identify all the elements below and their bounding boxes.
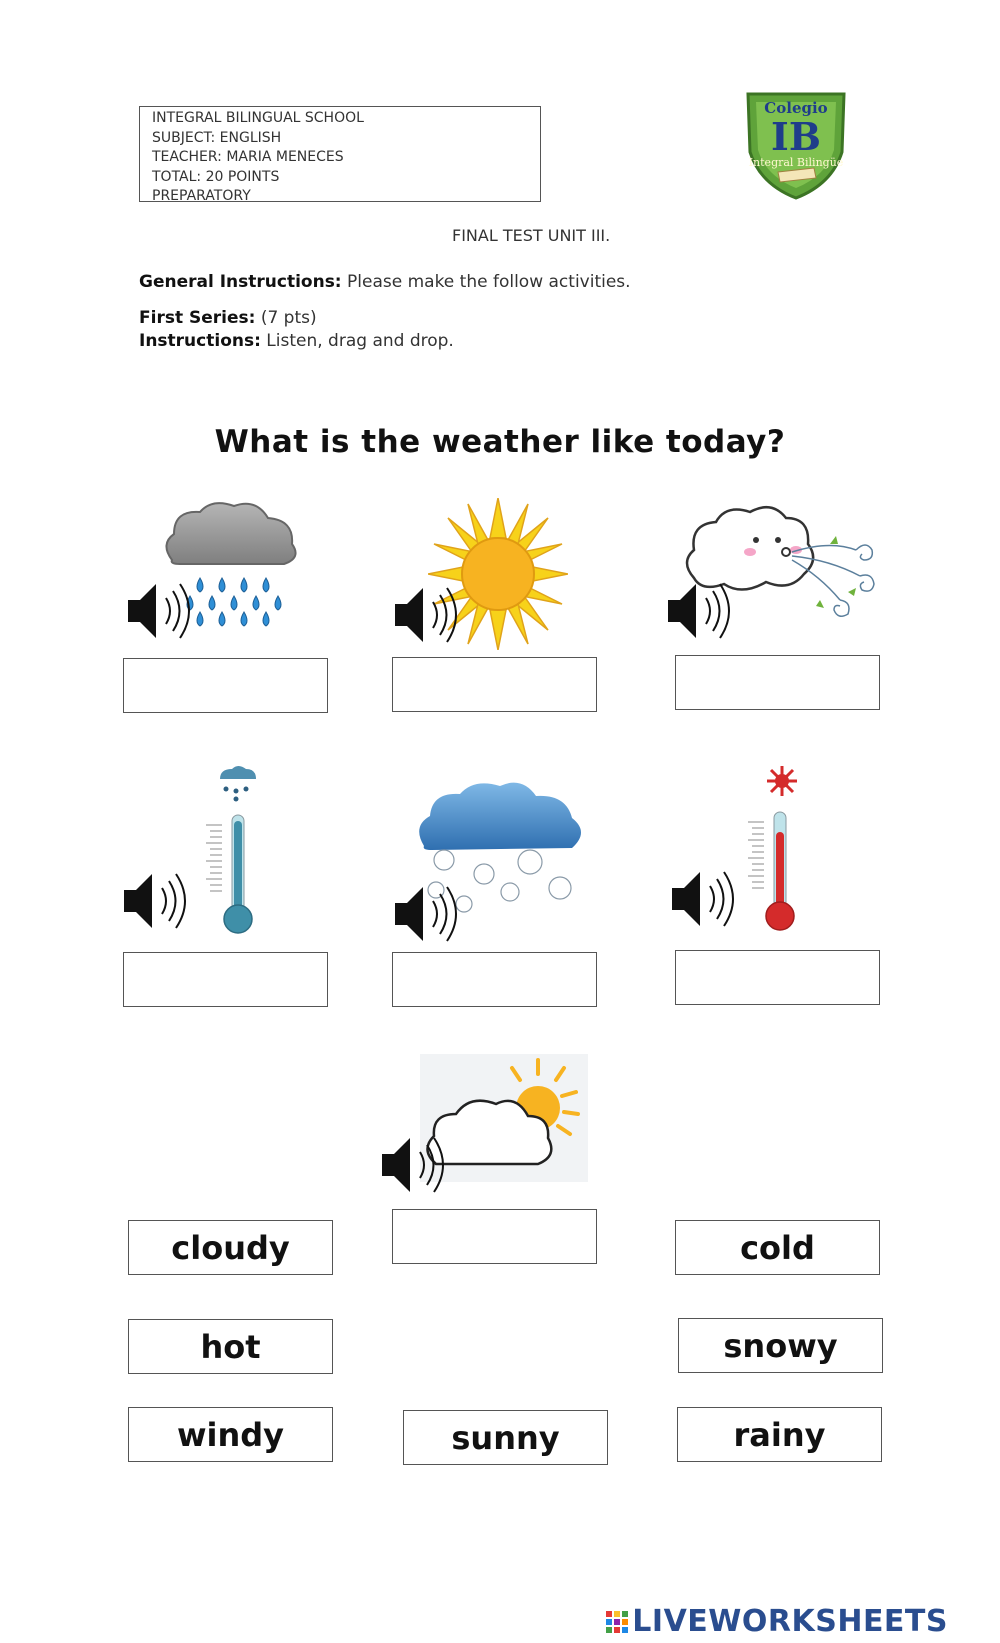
school-name: INTEGRAL BILINGUAL SCHOOL <box>152 110 364 126</box>
svg-text:Integral Bilingüe: Integral Bilingüe <box>748 156 844 169</box>
first-series <box>139 308 317 328</box>
drop-box[interactable] <box>123 658 328 713</box>
total-points-line: TOTAL: 20 POINTS <box>152 168 280 185</box>
drop-box[interactable] <box>675 950 880 1005</box>
cold-thermometer-icon <box>200 765 270 937</box>
word-card-snowy[interactable]: snowy <box>678 1318 883 1373</box>
speaker-button[interactable] <box>122 870 200 932</box>
word-card-hot[interactable]: hot <box>128 1319 333 1374</box>
svg-text:Colegio: Colegio <box>764 99 828 117</box>
drop-box[interactable] <box>392 657 597 712</box>
brand-grid-icon <box>606 1606 628 1628</box>
grade-line: PREPARATORY <box>152 188 251 204</box>
speaker-button[interactable] <box>393 584 471 646</box>
svg-text:IB: IB <box>771 114 821 159</box>
drop-box[interactable] <box>392 1209 597 1264</box>
drop-box[interactable] <box>392 952 597 1007</box>
word-card-cloudy[interactable]: cloudy <box>128 1220 333 1275</box>
first-series-points: (7 pts) <box>260 308 317 328</box>
hot-thermometer-icon <box>742 762 812 934</box>
drop-box[interactable] <box>675 655 880 710</box>
speaker-button[interactable] <box>393 883 471 945</box>
speaker-button[interactable] <box>666 580 744 642</box>
word-card-sunny[interactable]: sunny <box>403 1410 608 1465</box>
word-card-rainy[interactable]: rainy <box>677 1407 882 1462</box>
speaker-button[interactable] <box>126 580 204 642</box>
instructions-label: Instructions: <box>139 331 261 351</box>
school-info-box <box>139 106 541 202</box>
general-instructions-label: General Instructions: <box>139 272 342 292</box>
school-logo <box>744 88 848 200</box>
instructions <box>139 331 454 351</box>
word-card-windy[interactable]: windy <box>128 1407 333 1462</box>
word-card-cold[interactable]: cold <box>675 1220 880 1275</box>
first-series-label: First Series: <box>139 308 256 328</box>
speaker-button[interactable] <box>380 1134 458 1196</box>
teacher-line: TEACHER: MARIA MENECES <box>152 149 344 165</box>
speaker-button[interactable] <box>670 868 748 930</box>
instructions-text: Listen, drag and drop. <box>266 331 454 351</box>
general-instructions-text: Please make the follow activities. <box>347 272 631 292</box>
general-instructions <box>139 272 631 292</box>
drop-box[interactable] <box>123 952 328 1007</box>
liveworksheets-brand[interactable] <box>606 1604 948 1639</box>
brand-text: LIVEWORKSHEETS <box>632 1604 948 1639</box>
question-heading: What is the weather like today? <box>214 424 786 460</box>
test-title: FINAL TEST UNIT III. <box>452 226 611 245</box>
subject-line: SUBJECT: ENGLISH <box>152 129 282 146</box>
